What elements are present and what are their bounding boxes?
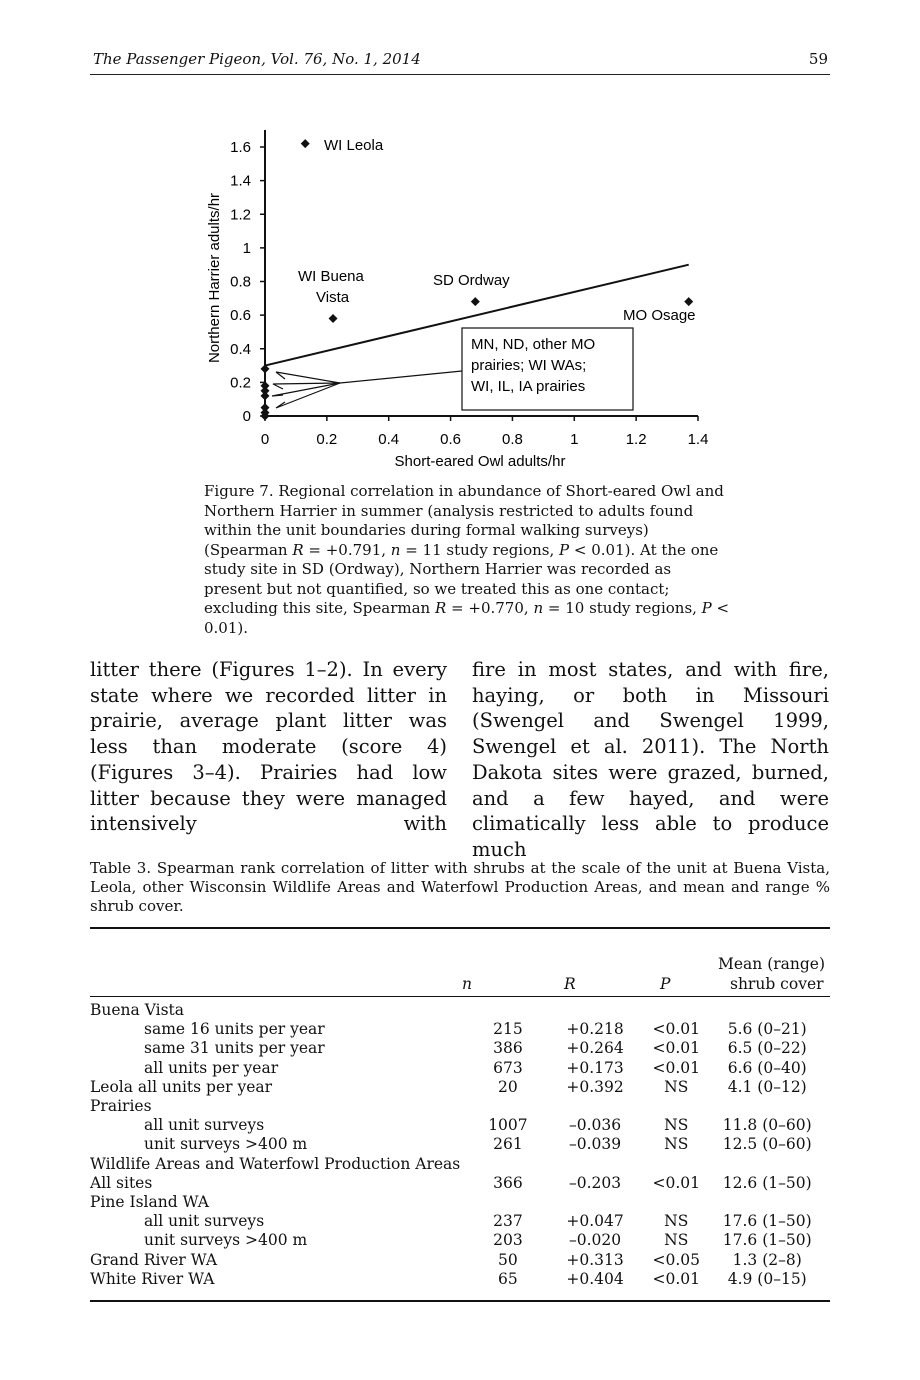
cell-r: [542, 1097, 648, 1116]
table-row: [90, 1059, 830, 1078]
y-tick-label: 1.6: [230, 139, 251, 156]
body-column-right: [472, 657, 829, 863]
x-axis-title: Short-eared Owl adults/hr: [394, 453, 566, 470]
row-label: Leola all units per year: [90, 1077, 273, 1096]
cell-p: <0.01: [652, 1269, 700, 1288]
row-label: all units per year: [144, 1058, 279, 1077]
cell-n: 215: [493, 1020, 523, 1039]
cell-n: 673: [493, 1058, 523, 1077]
caption-italic-r2: R: [434, 599, 447, 617]
cell-mean-range: 6.5 (0–22): [727, 1039, 807, 1058]
y-tick-label: 1: [242, 239, 251, 257]
cell-r: –0.039: [569, 1135, 622, 1154]
header-mean-range: Mean (range): [718, 955, 826, 973]
cell-r: [542, 1155, 648, 1174]
cell-n: 366: [493, 1173, 523, 1192]
data-point: [301, 139, 310, 148]
cell-n: 261: [493, 1135, 523, 1154]
x-tick-label: 0.4: [378, 431, 400, 448]
cell-p: [648, 1001, 704, 1020]
row-label: White River WA: [90, 1269, 215, 1288]
scatter-chart: [0, 0, 920, 480]
table-top-rule: [90, 927, 830, 929]
cell-r: +0.313: [566, 1250, 624, 1269]
cell-mean-range: 4.1 (0–12): [727, 1077, 807, 1096]
caption-text-1: Figure 7. Regional correlation in abundance of Short-eared Owl and Northern Harrier in summer (analysis restricted to adults found within the unit boundaries during formal walking surveys) (Spearman: [204, 482, 724, 559]
x-tick-label: 0.2: [316, 431, 338, 448]
table-row: [90, 1116, 830, 1135]
cell-mean-range: 17.6 (1–50): [722, 1231, 812, 1250]
caption-text-7: < 0.01).: [204, 599, 730, 637]
row-label: All sites: [90, 1173, 153, 1192]
table-row: [90, 1174, 830, 1193]
table-row: [90, 1135, 830, 1154]
table-row: [90, 1270, 830, 1289]
cell-p: NS: [664, 1231, 689, 1250]
cell-n: 20: [498, 1077, 518, 1096]
label-mo-osage: MO Osage: [623, 307, 696, 324]
table-header: [90, 955, 830, 995]
table-row: [90, 1251, 830, 1270]
figure-caption: [204, 482, 730, 638]
row-label: Prairies: [90, 1097, 152, 1116]
table-row: [90, 1231, 830, 1250]
cell-r: +0.047: [566, 1212, 624, 1231]
label-sd-ordway: SD Ordway: [433, 272, 510, 289]
cell-mean-range: [704, 1097, 830, 1116]
cell-p: NS: [664, 1135, 689, 1154]
row-label: same 31 units per year: [144, 1039, 325, 1058]
table-row: [90, 1212, 830, 1231]
cell-p: NS: [664, 1077, 689, 1096]
caption-italic-p: P: [559, 540, 570, 559]
cell-r: +0.173: [566, 1058, 624, 1077]
row-label: same 16 units per year: [144, 1020, 325, 1039]
cell-p: [648, 1155, 704, 1174]
cell-p: <0.01: [652, 1039, 700, 1058]
callout-line-3: WI, IL, IA prairies: [471, 378, 586, 395]
data-point: [261, 391, 270, 400]
cell-r: –0.020: [569, 1231, 622, 1250]
cell-r: +0.218: [566, 1020, 624, 1039]
data-point: [329, 314, 338, 323]
callout-line-1: MN, ND, other MO: [471, 336, 596, 353]
caption-italic-n2: n: [533, 599, 544, 617]
cell-n: 203: [493, 1231, 523, 1250]
page-number: 59: [808, 50, 828, 68]
journal-title: The Passenger Pigeon, Vol. 76, No. 1, 2014: [93, 50, 421, 68]
cell-mean-range: 5.6 (0–21): [727, 1020, 807, 1039]
cell-n: [474, 1001, 543, 1020]
data-point: [684, 297, 693, 306]
caption-text-2: = +0.791,: [303, 540, 391, 559]
body-paragraph-left: litter there (Figures 1–2). In every state where we recorded litter in prairie, average plant litter was less than moderate (score 4) (Figures 3–4). Prairies had low litter because they were managed intensively with: [90, 658, 447, 836]
cell-n: [474, 1097, 543, 1116]
cell-p: NS: [664, 1212, 689, 1231]
cell-mean-range: 6.6 (0–40): [727, 1058, 807, 1077]
cell-r: +0.392: [566, 1077, 624, 1096]
cell-n: 1007: [488, 1116, 528, 1135]
caption-italic-p2: P: [701, 599, 712, 617]
y-tick-label: 0.2: [230, 374, 251, 392]
label-vista: Vista: [316, 289, 350, 306]
table-row: [90, 1155, 830, 1174]
table-3: [90, 1001, 830, 1289]
caption-text-4: < 0.01). At the one study site in SD (Ordway), Northern Harrier was recorded as present but not quantified, so we treated this as one contact; excluding this site, Spearman: [204, 540, 719, 617]
table-row: [90, 1001, 830, 1020]
row-label: Pine Island WA: [90, 1193, 209, 1212]
cell-n: [474, 1155, 543, 1174]
cell-p: <0.01: [652, 1173, 700, 1192]
row-label: Wildlife Areas and Waterfowl Production Areas: [90, 1154, 461, 1173]
caption-text-6: = 10 study regions,: [543, 599, 702, 617]
data-point: [471, 297, 480, 306]
cell-mean-range: [704, 1155, 830, 1174]
cell-p: <0.01: [652, 1058, 700, 1077]
cell-mean-range: 1.3 (2–8): [732, 1250, 802, 1269]
table-row: [90, 1020, 830, 1039]
row-label: Grand River WA: [90, 1250, 218, 1269]
table-row: [90, 1193, 830, 1212]
x-tick-label: 1.2: [625, 431, 647, 448]
cell-p: <0.05: [652, 1250, 700, 1269]
caption-italic-r: R: [292, 540, 304, 559]
row-label: unit surveys >400 m: [144, 1231, 308, 1250]
cell-mean-range: [704, 1193, 830, 1212]
label-wi-leola: WI Leola: [324, 137, 384, 154]
cell-n: 50: [498, 1250, 518, 1269]
cell-p: [648, 1097, 704, 1116]
y-tick-label: 1.4: [230, 172, 251, 190]
cell-p: [648, 1193, 704, 1212]
cell-r: –0.203: [569, 1173, 622, 1192]
table-row: [90, 1097, 830, 1116]
x-tick-label: 0: [260, 431, 270, 448]
cell-n: 65: [498, 1269, 518, 1288]
body-paragraph-right: fire in most states, and with fire, haying, or both in Missouri (Swengel and Swengel 1999, Swengel et al. 2011). The North Dakota sites were grazed, burned, and a few hayed, and were climatically less able to produce much: [472, 658, 829, 861]
cell-r: [542, 1001, 648, 1020]
header-p: P: [660, 975, 671, 993]
row-label: unit surveys >400 m: [144, 1135, 308, 1154]
y-tick-label: 1.2: [230, 206, 251, 224]
table-bottom-rule: [90, 1300, 830, 1302]
cell-p: <0.01: [652, 1020, 700, 1039]
y-tick-label: 0.6: [230, 307, 251, 325]
table-caption: Table 3. Spearman rank correlation of litter with shrubs at the scale of the unit at Buena Vista, Leola, other Wisconsin Wildlife Areas and Waterfowl Production Areas, and mean and range % shrub cover.: [90, 859, 830, 915]
table-header-rule: [90, 996, 830, 997]
cell-n: 386: [493, 1039, 523, 1058]
cell-mean-range: [704, 1001, 830, 1020]
cell-mean-range: 12.6 (1–50): [722, 1173, 812, 1192]
x-tick-label: 1.4: [687, 431, 709, 448]
row-label: all unit surveys: [144, 1116, 265, 1135]
cell-mean-range: 4.9 (0–15): [727, 1269, 807, 1288]
y-tick-label: 0.4: [230, 340, 251, 358]
row-label: Buena Vista: [90, 1001, 184, 1019]
y-axis-title: Northern Harrier adults/hr: [206, 192, 223, 364]
cell-r: –0.036: [569, 1116, 622, 1135]
callout-arrows: [272, 371, 462, 408]
label-wi-buena: WI Buena: [298, 268, 364, 285]
header-r: R: [564, 975, 576, 993]
table-row: [90, 1078, 830, 1097]
cell-mean-range: 12.5 (0–60): [722, 1135, 812, 1154]
cell-r: +0.404: [566, 1269, 624, 1288]
caption-italic-n: n: [390, 540, 401, 559]
cell-n: 237: [493, 1212, 523, 1231]
body-column-left: [90, 657, 447, 837]
cell-p: NS: [664, 1116, 689, 1135]
row-label: all unit surveys: [144, 1212, 265, 1231]
caption-text-5: = +0.770,: [446, 599, 534, 617]
table-row: [90, 1039, 830, 1058]
cell-r: [542, 1193, 648, 1212]
cell-n: [474, 1193, 543, 1212]
caption-text-3: = 11 study regions,: [400, 540, 560, 559]
header-n: n: [462, 975, 472, 993]
callout-line-2: prairies; WI WAs;: [471, 357, 587, 374]
y-tick-label: 0: [242, 408, 251, 425]
x-tick-label: 1: [570, 431, 579, 448]
y-tick-label: 0.8: [230, 273, 251, 291]
cell-mean-range: 17.6 (1–50): [722, 1212, 812, 1231]
cell-mean-range: 11.8 (0–60): [722, 1116, 812, 1135]
cell-r: +0.264: [566, 1039, 624, 1058]
x-tick-label: 0.8: [501, 431, 523, 448]
header-shrub-cover: shrub cover: [730, 975, 824, 993]
x-tick-label: 0.6: [440, 431, 462, 448]
